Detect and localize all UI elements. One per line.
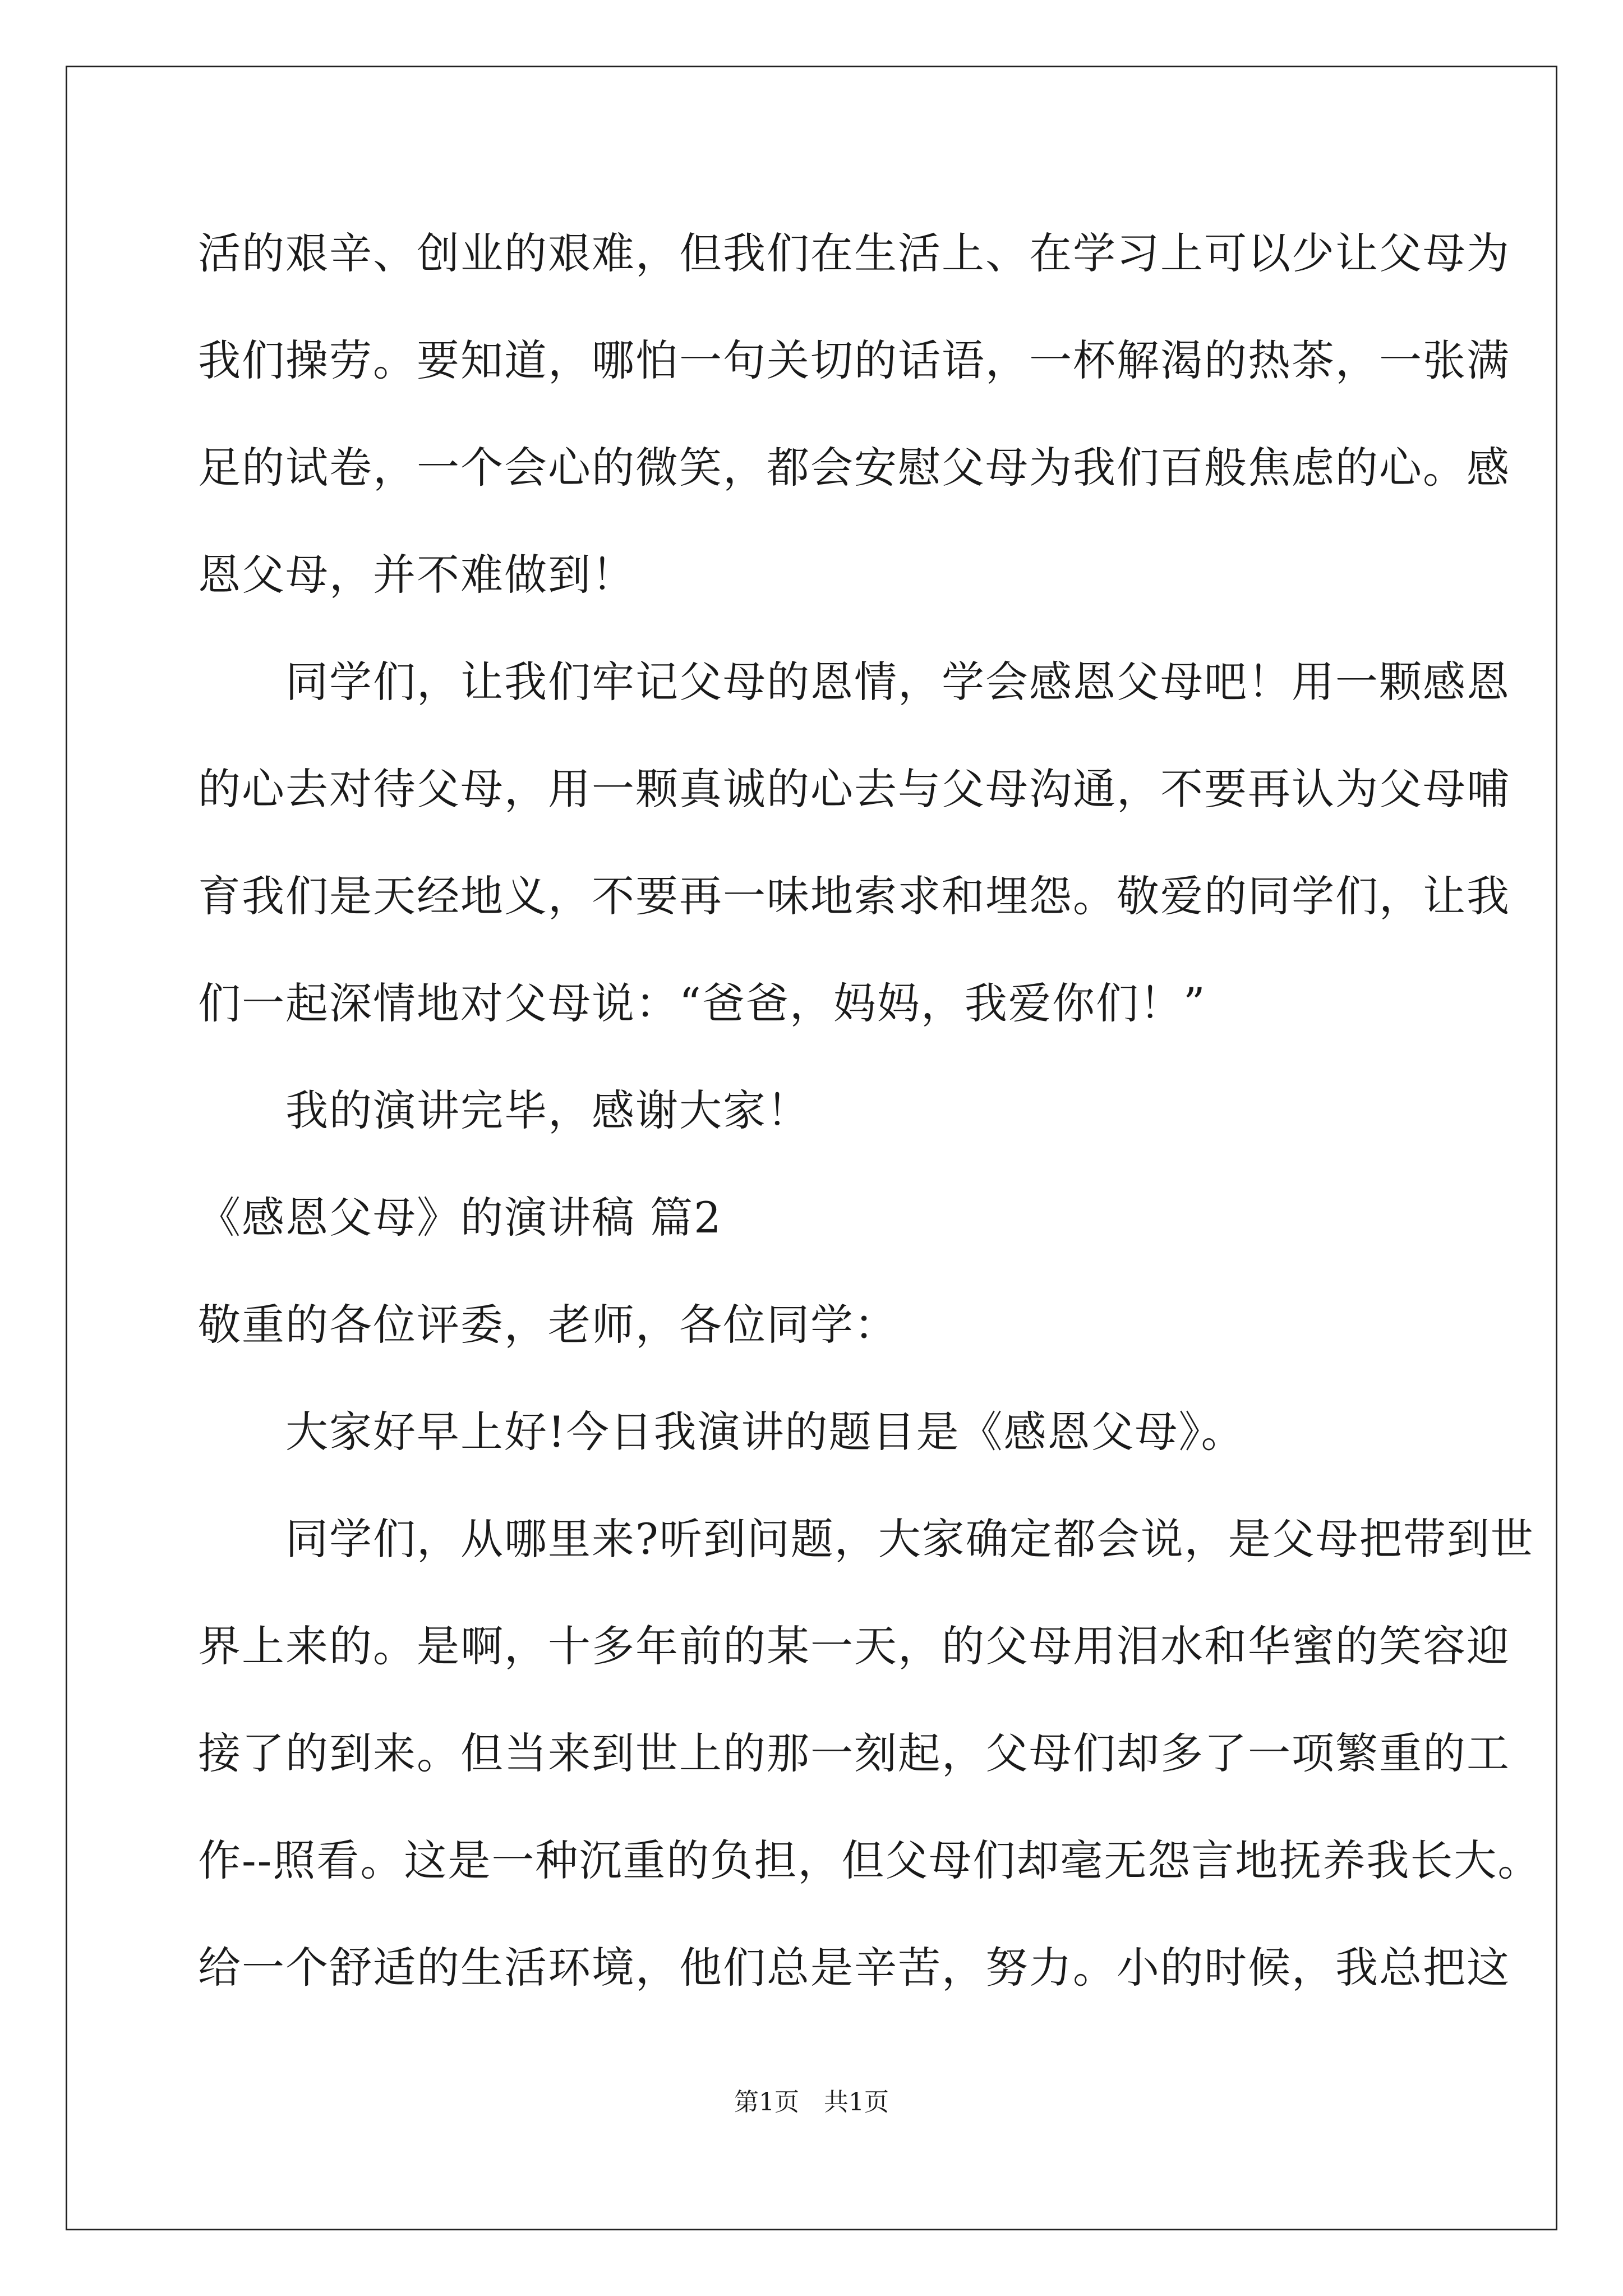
page-number-footer: 第1页 共1页	[734, 2088, 889, 2116]
text-line: 界上来的。是啊，十多年前的某一天，的父母用泪水和华蜜的笑容迎	[198, 1621, 1510, 1671]
text-line: 恩父母，并不难做到！	[198, 550, 635, 600]
text-line: 的心去对待父母，用一颗真诚的心去与父母沟通，不要再认为父母哺	[198, 764, 1510, 814]
page-border	[66, 66, 1557, 2230]
text-line: 给一个舒适的生活环境，他们总是辛苦，努力。小的时候，我总把这	[198, 1943, 1510, 1993]
text-line: 我们操劳。要知道，哪怕一句关切的话语，一杯解渴的热茶，一张满	[198, 335, 1510, 385]
salutation: 敬重的各位评委，老师，各位同学：	[198, 1300, 898, 1350]
text-line: 我的演讲完毕，感谢大家！	[198, 1085, 810, 1135]
text-line: 同学们，让我们牢记父母的恩情，学会感恩父母吧！用一颗感恩	[198, 657, 1510, 707]
text-line: 同学们，从哪里来?听到问题，大家确定都会说，是父母把带到世	[198, 1514, 1534, 1564]
text-line: 接了的到来。但当来到世上的那一刻起，父母们却多了一项繁重的工	[198, 1728, 1510, 1778]
text-line: 足的试卷，一个会心的微笑，都会安慰父母为我们百般焦虑的心。感	[198, 443, 1510, 493]
text-line: 们一起深情地对父母说：“爸爸，妈妈，我爱你们！”	[198, 978, 1206, 1028]
text-line: 大家好早上好!今日我演讲的题目是《感恩父母》。	[198, 1407, 1245, 1457]
section-heading: 《感恩父母》的演讲稿 篇2	[198, 1193, 722, 1243]
text-line: 育我们是天经地义，不要再一味地索求和埋怨。敬爱的同学们，让我	[198, 871, 1510, 921]
text-line: 作--照看。这是一种沉重的负担，但父母们却毫无怨言地抚养我长大。	[198, 1835, 1542, 1885]
text-line: 活的艰辛、创业的艰难，但我们在生活上、在学习上可以少让父母为	[198, 228, 1510, 278]
